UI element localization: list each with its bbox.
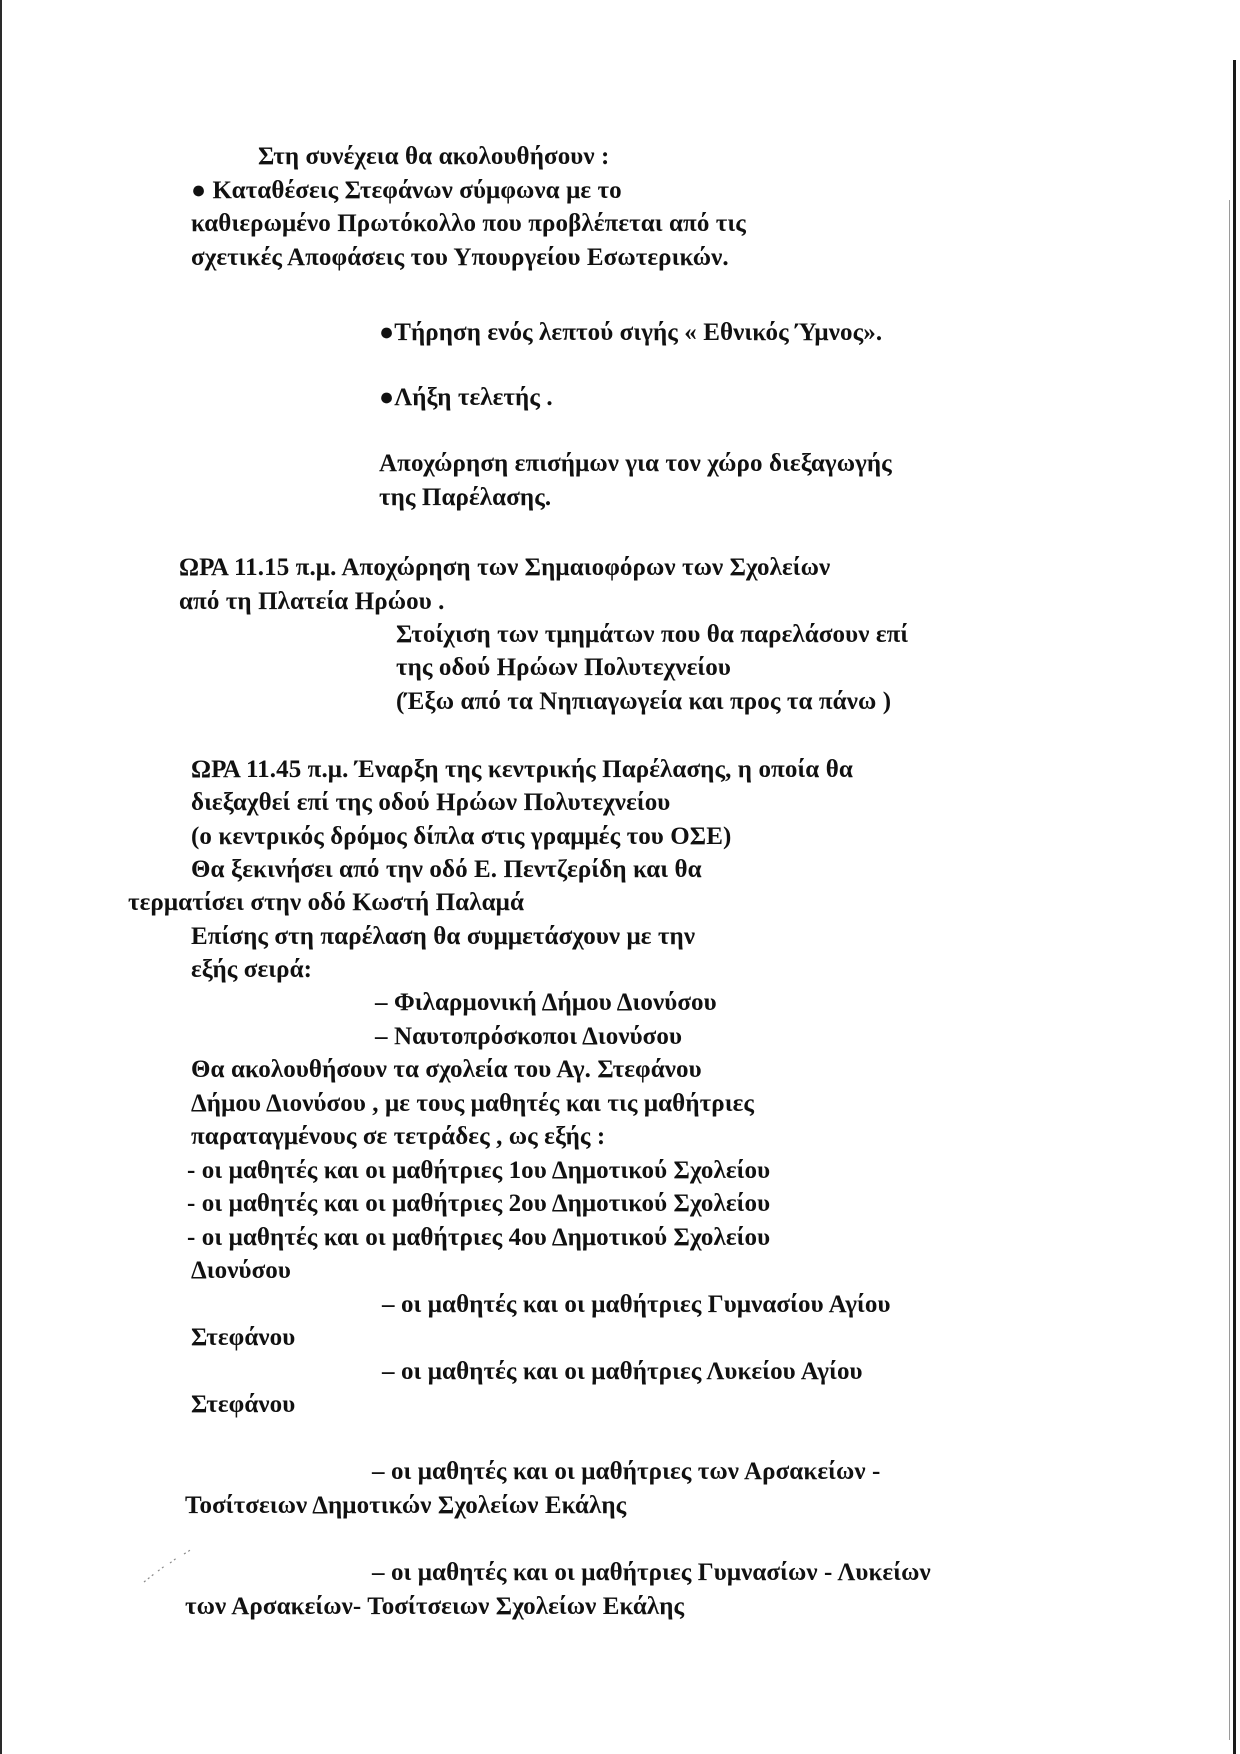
- text-line: – οι μαθητές και οι μαθήτριες Γυμνασίου Αγίου: [382, 1291, 891, 1318]
- text-line: ΩΡΑ 11.15 π.μ. Αποχώρηση των Σημαιοφόρων των Σχολείων: [179, 554, 831, 581]
- text-line: από τη Πλατεία Ηρώου .: [179, 588, 445, 615]
- text-line: της Παρέλασης.: [379, 484, 552, 511]
- text-line: Στεφάνου: [191, 1324, 296, 1351]
- text-line: – οι μαθητές και οι μαθήτριες Γυμνασίων - Λυκείων: [372, 1559, 931, 1586]
- text-line: Δήμου Διονύσου , με τους μαθητές και τις μαθήτριες: [191, 1090, 754, 1117]
- text-line: Στη συνέχεια θα ακολουθήσουν :: [258, 143, 610, 170]
- text-line: διεξαχθεί επί της οδού Ηρώων Πολυτεχνείου: [191, 789, 671, 816]
- text-line: – Φιλαρμονική Δήμου Διονύσου: [375, 989, 717, 1016]
- text-line: Διονύσου: [191, 1257, 291, 1284]
- pen-mark-icon: [140, 1546, 200, 1586]
- scan-right-edge: [1233, 60, 1236, 1754]
- text-line: παραταγμένους σε τετράδες , ως εξής :: [191, 1123, 606, 1150]
- text-line: των Αρσακείων- Τοσίτσειων Σχολείων Εκάλης: [185, 1593, 685, 1620]
- scan-right-edge-thin: [1229, 200, 1230, 1740]
- text-line: - οι μαθητές και οι μαθήτριες 2ου Δημοτικού Σχολείου: [187, 1190, 771, 1217]
- text-line: Επίσης στη παρέλαση θα συμμετάσχουν με την: [191, 923, 696, 950]
- text-line: ΩΡΑ 11.45 π.μ. Έναρξη της κεντρικής Παρέλασης, η οποία θα: [191, 756, 853, 783]
- text-line: (Έξω από τα Νηπιαγωγεία και προς τα πάνω ): [396, 688, 892, 715]
- text-line: (ο κεντρικός δρόμος δίπλα στις γραμμές του ΟΣΕ): [191, 823, 732, 850]
- scan-left-edge: [0, 0, 2, 1754]
- text-line: - οι μαθητές και οι μαθήτριες 4ου Δημοτικού Σχολείου: [187, 1224, 771, 1251]
- text-line: εξής σειρά:: [191, 956, 313, 983]
- text-line: – οι μαθητές και οι μαθήτριες των Αρσακείων -: [372, 1458, 881, 1485]
- text-line: Αποχώρηση επισήμων για τον χώρο διεξαγωγής: [379, 450, 892, 477]
- text-line: - οι μαθητές και οι μαθήτριες 1ου Δημοτικού Σχολείου: [187, 1157, 771, 1184]
- text-line: Θα ξεκινήσει από την οδό Ε. Πεντζερίδη και θα: [191, 856, 702, 883]
- text-line: ●Λήξη τελετής .: [379, 384, 553, 411]
- text-line: της οδού Ηρώων Πολυτεχνείου: [396, 654, 731, 681]
- text-line: ●Τήρηση ενός λεπτού σιγής « Εθνικός Ύμνος».: [379, 319, 883, 346]
- text-line: Τοσίτσειων Δημοτικών Σχολείων Εκάλης: [185, 1492, 627, 1519]
- text-line: ● Καταθέσεις Στεφάνων σύμφωνα με το: [191, 177, 622, 204]
- text-line: – οι μαθητές και οι μαθήτριες Λυκείου Αγίου: [382, 1358, 863, 1385]
- text-line: Στεφάνου: [191, 1391, 296, 1418]
- text-line: καθιερωμένο Πρωτόκολλο που προβλέπεται από τις: [191, 210, 746, 237]
- text-line: Στοίχιση των τμημάτων που θα παρελάσουν επί: [396, 621, 909, 648]
- text-line: Θα ακολουθήσουν τα σχολεία του Αγ. Στεφάνου: [191, 1056, 702, 1083]
- text-line: σχετικές Αποφάσεις του Υπουργείου Εσωτερικών.: [191, 244, 729, 271]
- text-line: – Ναυτοπρόσκοποι Διονύσου: [375, 1023, 683, 1050]
- text-line: τερματίσει στην οδό Κωστή Παλαμά: [128, 889, 524, 916]
